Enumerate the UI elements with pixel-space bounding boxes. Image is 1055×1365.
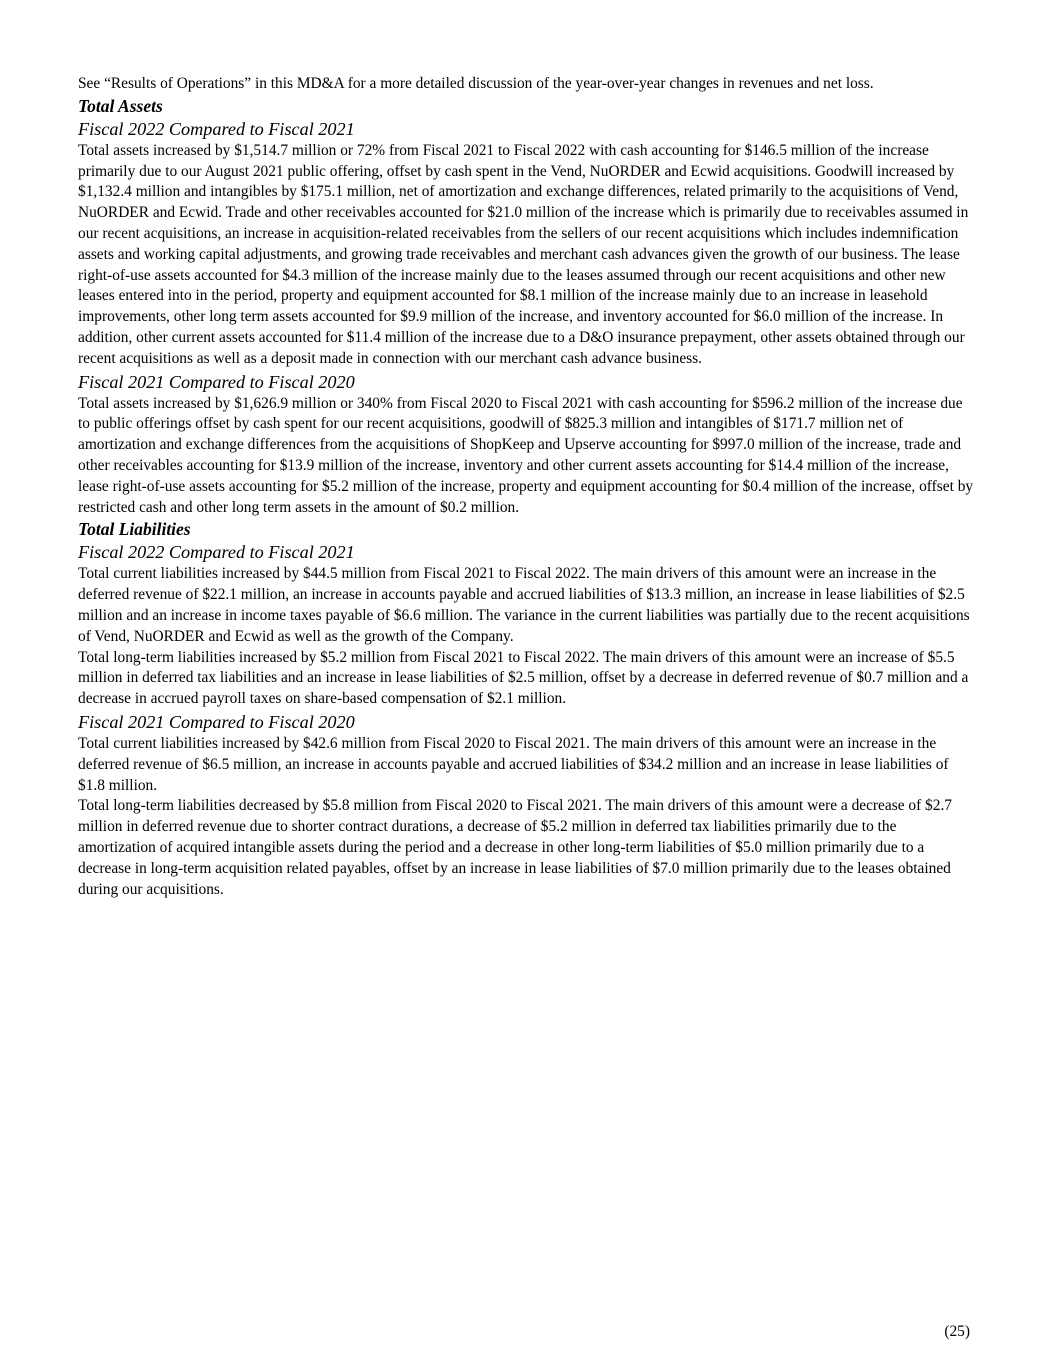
total-liabilities-fy22-current-paragraph: Total current liabilities increased by $44.5 million from Fiscal 2021 to Fiscal 2022. The main drivers of this amount were an increase in the deferred revenue of $22.1 million, an increase in accounts payable and accrued liabilities of $13.3 million, an increase in lease liabilities of $2.5 million and an increase in income taxes payable of $6.6 million. The variance in the current liabilities was partially due to the recent acquisitions of Vend, NuORDER and Ecwid as well as the growth of the Company. bbox=[78, 565, 970, 645]
total-assets-fy22-paragraph: Total assets increased by $1,514.7 million or 72% from Fiscal 2021 to Fiscal 2022 with cash accounting for $146.5 million of the increase primarily due to our August 2021 public offering, offset by cash spent in the Vend, NuORDER and Ecwid acquisitions. Goodwill increased by $1,132.4 million and intangibles by $175.1 million, net of amortization and exchange differences, related primarily to the acquisitions of Vend, NuORDER and Ecwid. Trade and other receivables accounted for $21.0 million of the increase which is primarily due to receivables assumed in our recent acquisitions, an increase in acquisition-related receivables from the sellers of our recent acquisitions which includes indemnification assets and working capital adjustments, and growing trade receivables and merchant cash advances given the growth of our business. The lease right-of-use assets accounted for $4.3 million of the increase mainly due to the leases assumed through our recent acquisitions and other new leases entered into in the period, property and equipment accounted for $8.1 million of the increase mainly due to an increase in leasehold improvements, other long term assets accounted for $9.9 million of the increase, and inventory accounted for $6.0 million of the increase. In addition, other current assets accounted for $11.4 million of the increase due to a D&O insurance prepayment, other assets obtained through our recent acquisitions as well as a deposit made in connection with our merchant cash advance business. bbox=[78, 141, 969, 367]
total-liabilities-fy21-current-paragraph: Total current liabilities increased by $42.6 million from Fiscal 2020 to Fiscal 2021. The main drivers of this amount were an increase in the deferred revenue of $6.5 million, an increase in accounts payable and accrued liabilities of $34.2 million and an increase in lease liabilities of $1.8 million. bbox=[78, 734, 949, 794]
page-content bbox=[78, 74, 974, 900]
total-liabilities-fy21-subheading: Fiscal 2021 Compared to Fiscal 2020 bbox=[78, 711, 355, 732]
total-assets-fy21-paragraph: Total assets increased by $1,626.9 million or 340% from Fiscal 2020 to Fiscal 2021 with cash accounting for $596.2 million of the increase due to public offerings offset by cash spent for our recent acquisitions, goodwill of $825.3 million and intangibles of $171.7 million net of amortization and exchange differences from the acquisitions of ShopKeep and Upserve accounting for $997.0 million of the increase, trade and other receivables accounting for $13.9 million of the increase, inventory and other current assets accounting for $14.4 million of the increase, lease right-of-use assets accounting for $5.2 million of the increase, property and equipment accounting for $0.4 million of the increase, offset by restricted cash and other long term assets in the amount of $0.2 million. bbox=[78, 394, 974, 516]
total-liabilities-fy21-longterm-paragraph: Total long-term liabilities decreased by $5.8 million from Fiscal 2020 to Fiscal 2021. The main drivers of this amount were a decrease of $2.7 million in deferred revenue due to shorter contract durations, a decrease of $5.2 million in deferred tax liabilities primarily due to the amortization of acquired intangible assets during the period and a decrease in other long-term liabilities of $5.0 million primarily due to a decrease in long-term acquisition related payables, offset by an increase in lease liabilities of $7.0 million primarily due to the leases obtained during our acquisitions. bbox=[78, 797, 952, 898]
page-number: (25) bbox=[944, 1323, 970, 1340]
intro-paragraph: See “Results of Operations” in this MD&A for a more detailed discussion of the year-over-year changes in revenues and net loss. bbox=[78, 75, 874, 92]
total-assets-fy22-subheading: Fiscal 2022 Compared to Fiscal 2021 bbox=[78, 118, 355, 139]
total-liabilities-fy22-longterm-paragraph: Total long-term liabilities increased by $5.2 million from Fiscal 2021 to Fiscal 2022. The main drivers of this amount were an increase of $5.5 million in deferred tax liabilities and an increase in lease liabilities of $2.5 million, offset by a decrease in deferred revenue of $0.7 million and a decrease in accrued payroll taxes on share-based compensation of $2.1 million. bbox=[78, 648, 969, 708]
total-assets-heading: Total Assets bbox=[78, 95, 163, 116]
total-liabilities-heading: Total Liabilities bbox=[78, 519, 191, 540]
total-assets-fy21-subheading: Fiscal 2021 Compared to Fiscal 2020 bbox=[78, 371, 355, 392]
total-liabilities-fy22-subheading: Fiscal 2022 Compared to Fiscal 2021 bbox=[78, 542, 355, 563]
